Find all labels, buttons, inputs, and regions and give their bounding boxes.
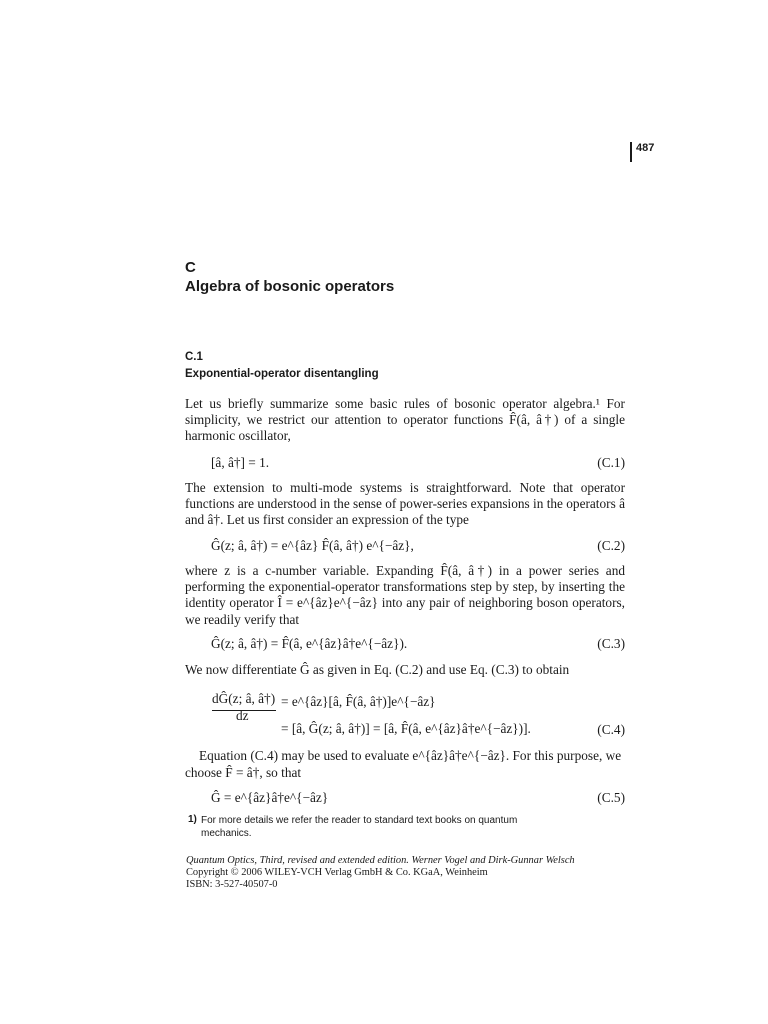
equation-c2-label: (C.2): [597, 538, 625, 553]
paragraph-1: Let us briefly summarize some basic rules of bosonic operator algebra.¹ For simplicity, we restrict our attention to operator functions F̂(â, â†) of a single harmonic oscillator,: [185, 396, 625, 444]
equation-c4-denominator: dz: [236, 708, 249, 723]
equation-c5: Ĝ = e^{âz}â†e^{−âz}: [211, 790, 329, 805]
publication-line-1: Quantum Optics, Third, revised and extended edition. Werner Vogel and Dirk-Gunnar Welsch: [186, 855, 575, 866]
footnote-mark: 1): [188, 814, 197, 825]
paragraph-5-line-2: choose F̂ = â†, so that: [185, 765, 302, 780]
equation-c1-label: (C.1): [597, 455, 625, 470]
chapter-letter: C: [185, 259, 196, 276]
page-number-rule: [630, 142, 632, 162]
page-number: 487: [636, 142, 655, 154]
equation-c4-line-2: = [â, Ĝ(z; â, â†)] = [â, F̂(â, e^{âz}â†e^{−âz})].: [281, 721, 531, 736]
equation-c4-numerator: dĜ(z; â, â†): [212, 691, 276, 706]
section-title: Exponential-operator disentangling: [185, 368, 379, 380]
equation-c1: [â, â†] = 1.: [211, 455, 270, 470]
equation-c5-label: (C.5): [597, 790, 625, 805]
paragraph-5-line-1: Equation (C.4) may be used to evaluate e^{âz}â†e^{−âz}. For this purpose, we: [199, 748, 622, 763]
paragraph-2: The extension to multi-mode systems is straightforward. Note that operator functions are understood in the sense of power-series expansions in the operators â and â†. Let us first consider an expression of the type: [185, 480, 625, 528]
equation-c4-line-1: = e^{âz}[â, F̂(â, â†)]e^{−âz}: [281, 694, 436, 709]
paragraph-3: where z is a c-number variable. Expanding F̂(â, â†) in a power series and performing the exponential-operator transformations step by step, by inserting the identity operator Î = e^{âz}e^{−âz} into any pair of neighboring boson operators, we readily verify that: [185, 563, 625, 627]
paragraph-4: We now differentiate Ĝ as given in Eq. (C.2) and use Eq. (C.3) to obtain: [185, 662, 570, 677]
equation-c2: Ĝ(z; â, â†) = e^{âz} F̂(â, â†) e^{−âz},: [211, 538, 414, 553]
equation-c4-label: (C.4): [597, 722, 625, 737]
chapter-title: Algebra of bosonic operators: [185, 278, 395, 295]
equation-c3-label: (C.3): [597, 636, 625, 651]
publication-line-2: Copyright © 2006 WILEY-VCH Verlag GmbH & Co. KGaA, Weinheim: [186, 867, 488, 878]
equation-c3: Ĝ(z; â, â†) = F̂(â, e^{âz}â†e^{−âz}).: [211, 636, 408, 651]
publication-line-3: ISBN: 3-527-40507-0: [186, 879, 278, 890]
footnote-text: For more details we refer the reader to standard text books on quantum mechanics.: [201, 815, 518, 839]
section-number: C.1: [185, 351, 203, 363]
